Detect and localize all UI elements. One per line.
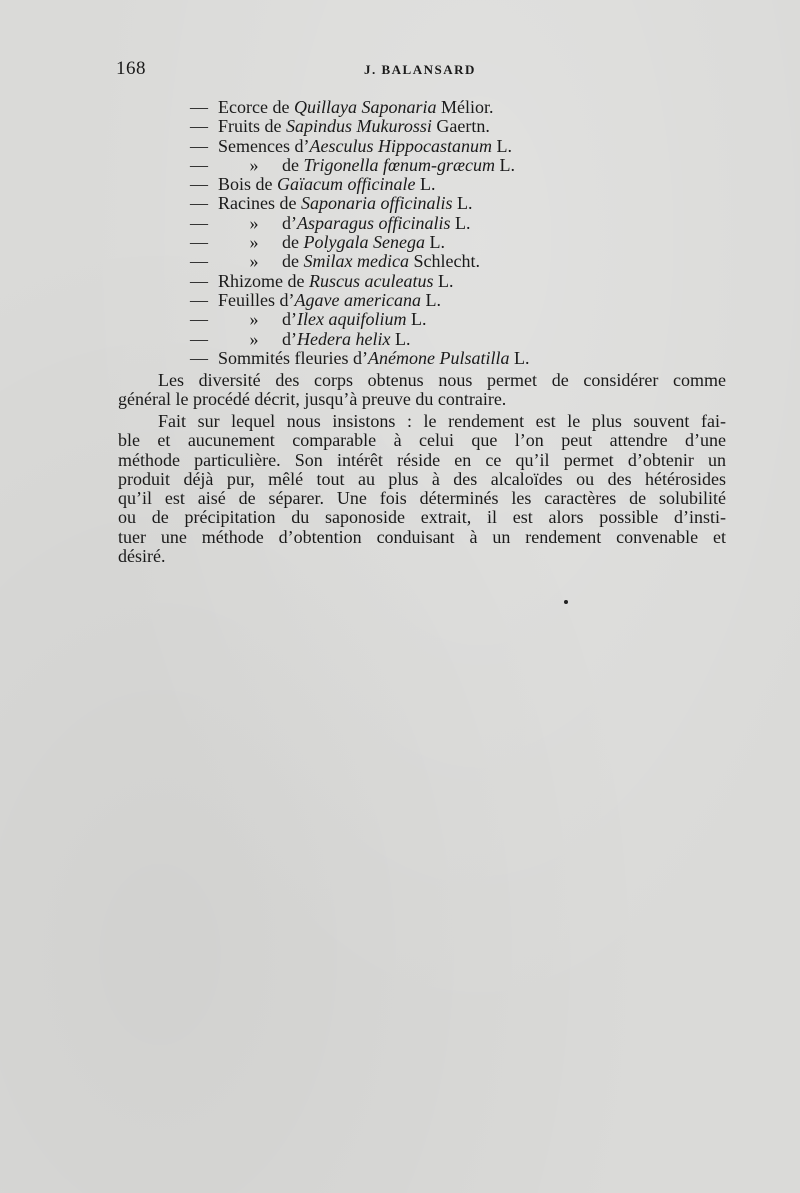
ditto-mark: » [249,328,259,349]
list-item-authority: Gaertn. [431,116,490,137]
text-line: ou de précipitation du saponoside extrait, il est alors possible d’insti- [118,507,726,528]
list-dash: — [190,193,208,214]
list-dash: — [190,97,208,117]
list-item-authority: L. [491,135,512,156]
text-line: tuer une méthode d’obtention conduisant à un rendement convenable et [118,526,726,547]
list-item-authority: L. [450,212,471,233]
species-name: Agave americana [294,289,421,310]
list-item-authority: L. [415,174,436,195]
list-item-authority: Schlecht. [408,251,480,272]
list-item-authority: L. [495,154,516,175]
list-dash: — [190,135,208,156]
list-item [190,252,529,271]
list-item [190,330,529,349]
list-item [190,137,529,156]
list-item [190,233,529,252]
ditto-mark: » [249,154,259,175]
species-name: Ruscus aculeatus [308,270,434,291]
species-name: Quillaya Saponaria [293,97,437,117]
list-dash: — [190,289,208,310]
list-item [190,291,529,310]
list-item-prefix: Sommités fleuries d’ [218,347,368,368]
species-name: Polygala Senega [303,232,425,253]
list-item-prefix: d’ [282,309,297,330]
list-dash: — [190,174,208,195]
species-name: Saponaria officinalis [300,193,453,214]
list-dash: — [190,232,208,253]
list-dash: — [190,154,208,175]
list-dash: — [190,212,208,233]
list-dash: — [190,347,208,368]
species-name: Smilax medica [303,251,409,272]
text-line: produit déjà pur, mêlé tout au plus à des alcaloïdes ou des hétérosides [118,468,726,489]
list-item-prefix: de [282,154,304,175]
list-item [190,349,529,368]
species-name: Hedera helix [297,328,391,349]
list-item-authority: L. [406,309,427,330]
ditto-mark: » [249,232,259,253]
list-item-prefix: Ecorce de [218,97,294,117]
text-line: Fait sur lequel nous insistons : le rendement est le plus souvent fai- [158,411,726,431]
list-dash: — [190,251,208,272]
print-speck [564,600,568,604]
list-item-prefix: Rhizome de [218,270,309,291]
species-name: Gaïacum officinale [277,174,416,195]
list-item-prefix: de [282,232,304,253]
species-name: Aesculus Hippocastanum [309,135,492,156]
text-line: qu’il est aisé de séparer. Une fois déterminés les caractères de solubilité [118,488,726,509]
list-item [190,117,529,136]
list-item-prefix: Bois de [218,174,278,195]
list-item-prefix: d’ [282,328,297,349]
text-line: désiré. [118,546,166,567]
list-item-authority: L. [452,193,473,214]
list-item-authority: L. [433,270,454,291]
paragraph-method-yield [118,412,726,566]
saponin-source-list [190,98,529,368]
ditto-mark: » [249,212,259,233]
text-line: Les diversité des corps obtenus nous permet de considérer comme [158,370,726,390]
list-item-prefix: Semences d’ [218,135,310,156]
species-name: Ilex aquifolium [297,309,407,330]
list-item-prefix: de [282,251,304,272]
species-name: Sapindus Mukurossi [286,116,432,137]
list-item-authority: L. [390,328,411,349]
list-item-authority: L. [424,232,445,253]
list-item [190,214,529,233]
list-item [190,272,529,291]
species-name: Trigonella fœnum-græcum [303,154,496,175]
running-head: J. BALANSARD [364,62,476,77]
list-item-prefix: Racines de [218,193,301,214]
text-line: ble et aucunement comparable à celui que l’on peut attendre d’une [118,430,726,451]
paragraph-conclusion [118,371,726,410]
list-item [190,156,529,175]
list-item-authority: L. [509,347,530,368]
list-item-prefix: Fruits de [218,116,287,137]
list-item-authority: Mélior. [436,97,494,117]
list-dash: — [190,309,208,330]
list-dash: — [190,116,208,137]
page-header [116,58,726,82]
list-item-authority: L. [420,289,441,310]
species-name: Anémone Pulsatilla [367,347,510,368]
list-item-prefix: d’ [282,212,297,233]
ditto-mark: » [249,309,259,330]
list-dash: — [190,328,208,349]
ditto-mark: » [249,251,259,272]
list-item [190,98,529,117]
list-item [190,310,529,329]
text-line: méthode particulière. Son intérêt réside en ce qu’il permet d’obtenir un [118,449,726,470]
species-name: Asparagus officinalis [297,212,451,233]
list-dash: — [190,270,208,291]
page-number: 168 [116,58,146,79]
list-item-prefix: Feuilles d’ [218,289,295,310]
list-item [190,194,529,213]
list-item [190,175,529,194]
text-line: général le procédé décrit, jusqu’à preuve du contraire. [118,389,507,410]
